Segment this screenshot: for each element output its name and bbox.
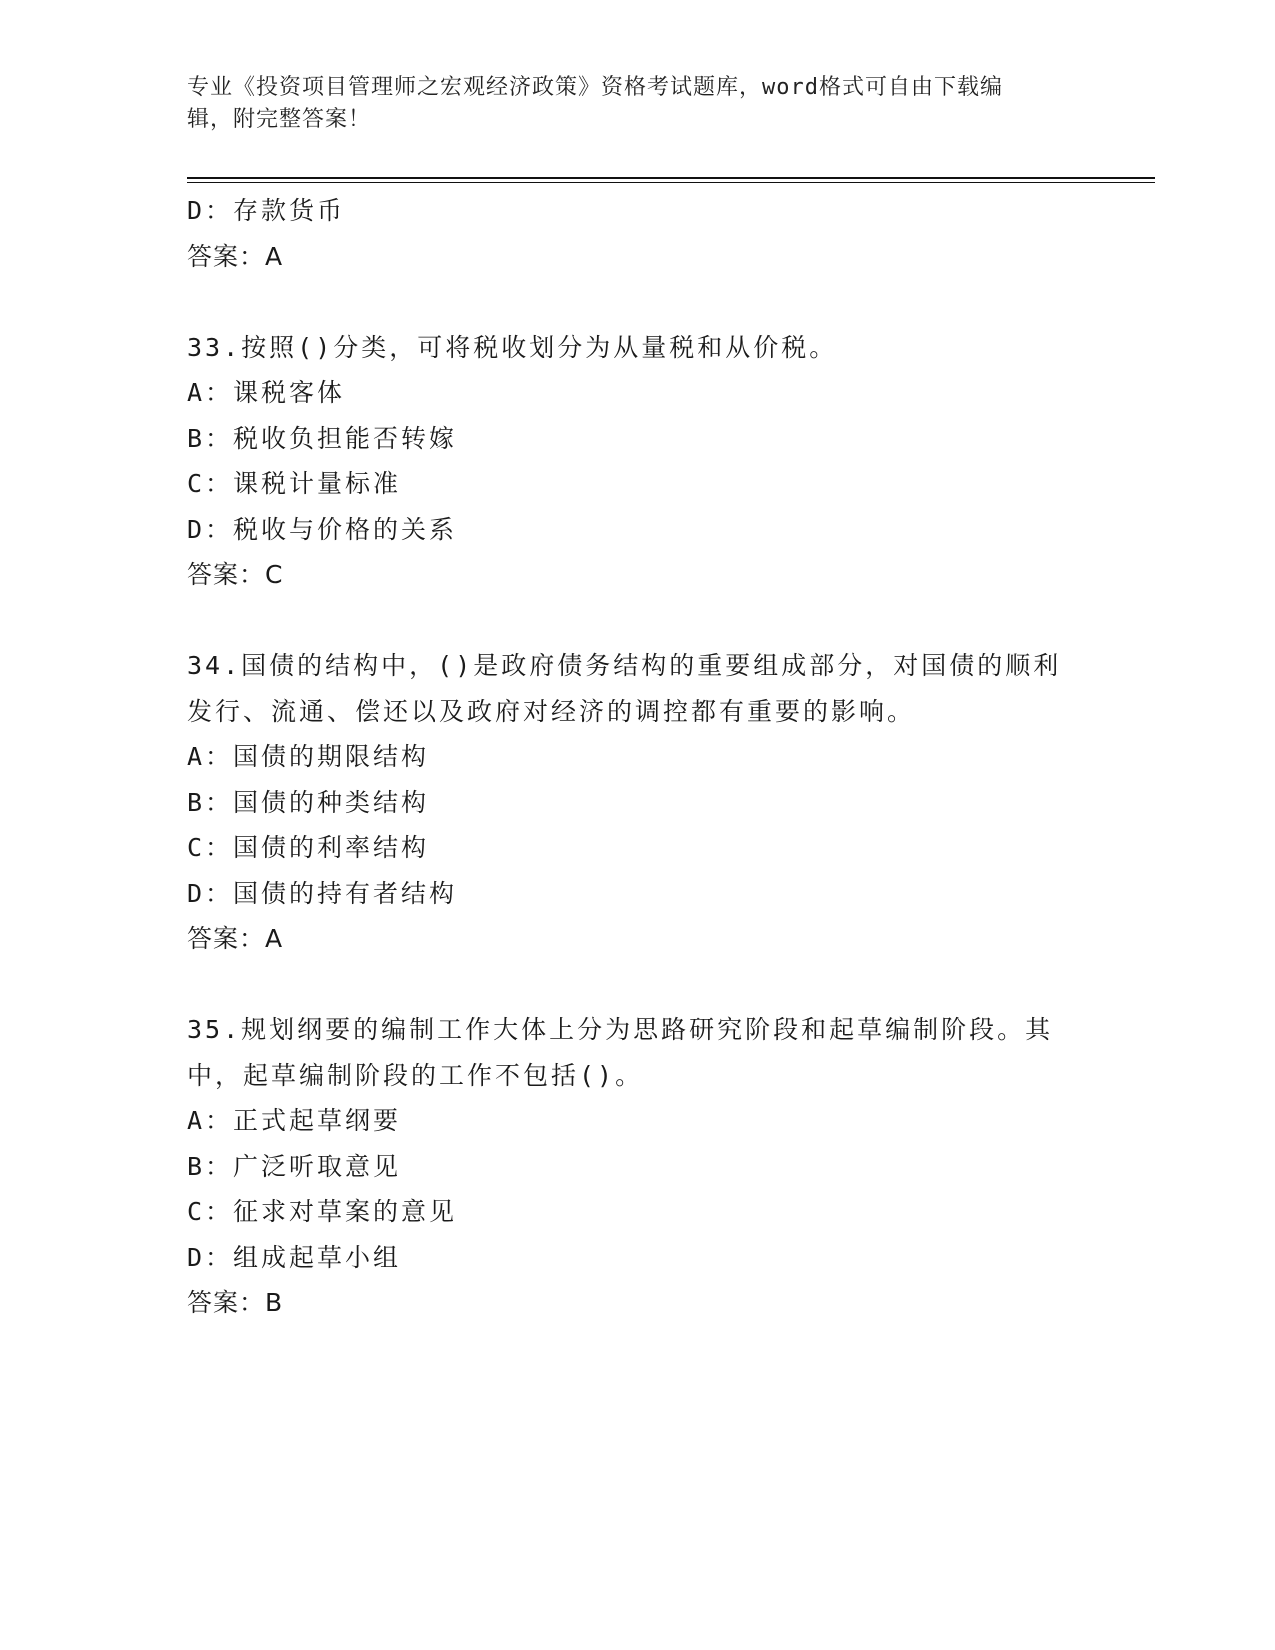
option-d: D：国债的持有者结构 [187,878,458,908]
option-c: C：征求对草案的意见 [187,1197,458,1226]
option-d: D：税收与价格的关系 [187,514,458,544]
page-header [187,72,1087,136]
header-divider-thin [187,182,1155,183]
question-34 [187,643,1087,962]
option-a: A：正式起草纲要 [187,1106,402,1135]
option-d: D：存款货币 [187,196,346,225]
question-stem-line-1: 35.规划纲要的编制工作大体上分为思路研究阶段和起草编制阶段。其 [187,1015,1054,1044]
spacer [187,962,1087,1008]
option-c: C：课税计量标准 [187,469,402,498]
option-b: B：国债的种类结构 [187,787,430,817]
answer-line: 答案：B [187,1288,284,1317]
question-content [187,188,1087,1326]
question-stem-line-2: 中，起草编制阶段的工作不包括()。 [187,1060,644,1090]
option-a: A：国债的期限结构 [187,742,430,771]
prev-question-tail [187,188,1087,279]
header-line-2: 辑，附完整答案！ [187,107,372,132]
question-35 [187,1007,1087,1326]
spacer [187,598,1087,644]
header-line-1: 专业《投资项目管理师之宏观经济政策》资格考试题库，word格式可自由下载编 [187,75,1003,100]
option-c: C：国债的利率结构 [187,833,430,862]
option-b: B：税收负担能否转嫁 [187,423,458,453]
answer-line: 答案：A [187,241,284,271]
spacer [187,279,1087,325]
option-d: D：组成起草小组 [187,1242,402,1272]
question-33 [187,325,1087,598]
question-stem-line-1: 34.国债的结构中，()是政府债务结构的重要组成部分，对国债的顺利 [187,651,1062,680]
option-b: B：广泛听取意见 [187,1151,402,1181]
question-stem: 33.按照()分类，可将税收划分为从量税和从价税。 [187,332,838,362]
answer-line: 答案：C [187,560,284,589]
header-divider-thick [187,177,1155,179]
question-stem-line-2: 发行、流通、偿还以及政府对经济的调控都有重要的影响。 [187,696,916,726]
answer-line: 答案：A [187,924,284,953]
option-a: A：课税客体 [187,378,346,407]
